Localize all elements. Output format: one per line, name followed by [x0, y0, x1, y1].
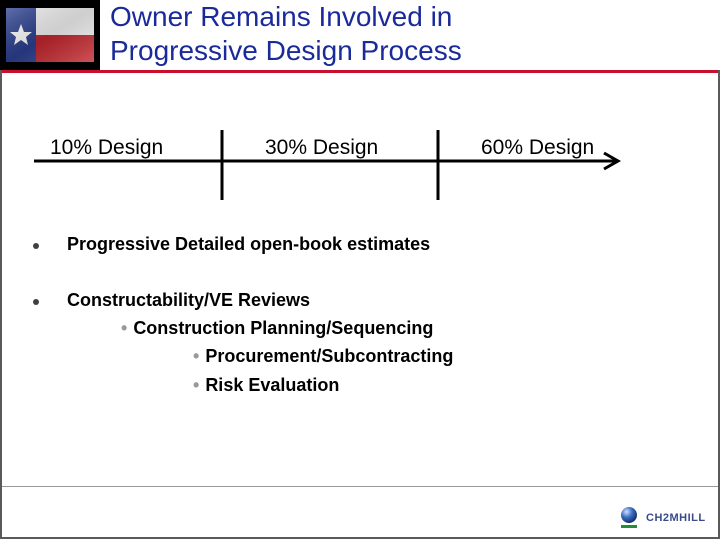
company-logo-text: CH2MHILL [646, 512, 706, 524]
title-line-1: Owner Remains Involved in [110, 1, 453, 32]
slide-title [110, 0, 462, 68]
sub-bullet-procurement [193, 346, 453, 367]
bullet-dot-icon [33, 299, 39, 305]
sub-bullet-mark: • [193, 375, 200, 395]
title-line-2: Progressive Design Process [110, 35, 462, 66]
sub-bullet-construction [121, 318, 433, 339]
title-rule [0, 70, 720, 73]
bullet-estimates: Progressive Detailed open-book estimates [67, 234, 431, 254]
bullet-reviews: Constructability/VE Reviews [67, 290, 311, 310]
frame-border-left [0, 70, 2, 538]
sub-bullet-text: Construction Planning/Sequencing [133, 318, 434, 338]
stage-10-percent: 10% Design [50, 136, 164, 159]
stage-30-percent: 30% Design [265, 136, 379, 159]
stage-60-percent: 60% Design [481, 136, 595, 159]
footer-rule [2, 486, 718, 487]
sub-bullet-text: Risk Evaluation [205, 375, 340, 395]
sub-bullet-mark: • [193, 346, 200, 366]
frame-border-bottom [0, 537, 720, 539]
bullet-dot-icon [33, 243, 39, 249]
sub-bullet-risk [193, 375, 339, 396]
sub-bullet-mark: • [121, 318, 128, 338]
texas-flag-icon [0, 0, 100, 70]
globe-icon [618, 504, 644, 530]
sub-bullet-text: Procurement/Subcontracting [205, 346, 454, 366]
